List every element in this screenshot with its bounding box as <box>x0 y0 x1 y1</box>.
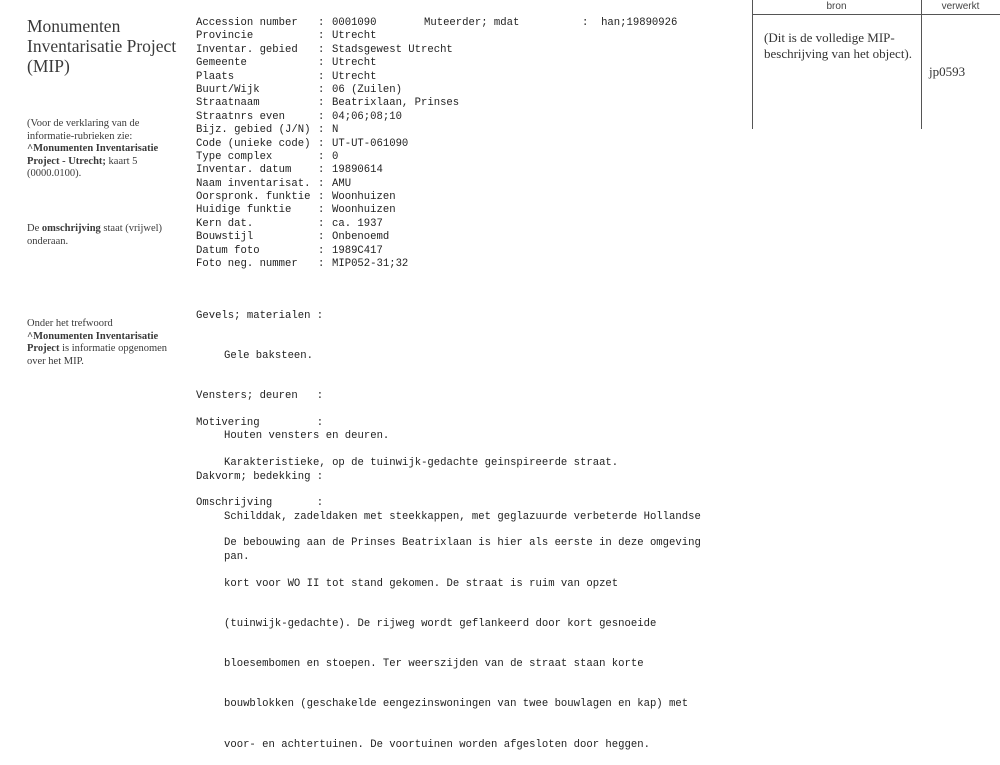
field-row <box>196 71 459 84</box>
field-label: Gemeente <box>196 57 247 70</box>
field-value: 0001090 <box>332 17 377 29</box>
omschrijving-line: bouwblokken (geschakelde eengezinswoningen van twee bouwlagen en kap) met <box>224 698 689 711</box>
field-label: Plaats <box>196 70 235 83</box>
field-row <box>196 231 459 244</box>
field-label: Foto neg. nummer <box>196 258 298 271</box>
field-row <box>196 57 459 70</box>
gevels-label: Gevels; materialen : <box>196 309 324 322</box>
field-value: Onbenoemd <box>332 231 390 244</box>
table-divider <box>752 0 753 129</box>
field-colon: : <box>318 258 325 271</box>
sidebar-note-keyword <box>27 318 177 368</box>
field-label: Inventar. datum <box>196 164 292 177</box>
field-row <box>196 258 459 271</box>
record-fields <box>196 17 459 271</box>
field-label: Huidige funktie <box>196 204 292 217</box>
muteerder-value: han;19890926 <box>601 17 678 29</box>
field-value: MIP052-31;32 <box>332 258 409 271</box>
field-value: 04;06;08;10 <box>332 110 402 123</box>
field-row <box>196 191 459 204</box>
field-row <box>196 17 459 30</box>
field-colon: : <box>318 177 325 190</box>
field-label: Type complex <box>196 150 273 163</box>
field-colon: : <box>318 150 325 163</box>
keyword-note-pre: Onder het trefwoord <box>27 318 113 329</box>
field-row <box>196 178 459 191</box>
field-label: Bijz. gebied (J/N) <box>196 124 311 137</box>
field-colon: : <box>318 83 325 96</box>
source-table <box>752 0 1000 129</box>
field-colon: : <box>318 244 325 257</box>
field-value: 1989C417 <box>332 244 383 257</box>
field-row <box>196 124 459 137</box>
field-value: N <box>332 124 339 137</box>
field-row <box>196 218 459 231</box>
field-value: UT-UT-061090 <box>332 137 409 150</box>
field-value: Stadsgewest Utrecht <box>332 43 453 56</box>
field-value: AMU <box>332 177 352 190</box>
dakvorm-label: Dakvorm; bedekking : <box>196 470 324 483</box>
field-colon: : <box>318 57 325 70</box>
legend-note-card: kaart 5 (0000.0100). <box>27 155 138 179</box>
field-colon: : <box>318 70 325 83</box>
gevels-text: Gele baksteen. <box>224 350 314 363</box>
description-section <box>196 390 701 765</box>
field-row <box>196 44 459 57</box>
sidebar-note-description <box>27 223 177 248</box>
field-label: Straatnrs even <box>196 110 286 123</box>
field-row <box>196 245 459 258</box>
field-row <box>196 111 459 124</box>
field-row <box>196 138 459 151</box>
field-value: Beatrixlaan, Prinses <box>332 97 460 110</box>
field-colon: : <box>318 43 325 56</box>
field-colon: : <box>318 110 325 123</box>
field-value: 19890614 <box>332 164 383 177</box>
field-label: Oorspronk. funktie <box>196 191 311 204</box>
field-row <box>196 151 459 164</box>
field-colon: : <box>318 124 325 137</box>
field-colon: : <box>318 30 325 43</box>
field-row <box>196 164 459 177</box>
field-row <box>196 97 459 110</box>
keyword-note-keyword: ^Monumenten Inventarisatie Project <box>27 330 159 354</box>
motivering-label: Motivering : <box>196 416 324 429</box>
legend-note-text: (Voor de verklaring van de informatie-rubrieken zie: <box>27 118 140 142</box>
field-label: Buurt/Wijk <box>196 83 260 96</box>
table-divider <box>921 0 922 129</box>
field-colon: : <box>318 164 325 177</box>
field-label: Accession number <box>196 17 298 29</box>
field-label: Naam inventarisat. <box>196 177 311 190</box>
field-value: 0 <box>332 150 339 163</box>
verwerkt-cell: jp0593 <box>929 64 966 79</box>
omschrijving-line: voor- en achtertuinen. De voortuinen worden afgesloten door heggen. <box>224 738 650 751</box>
field-label: Inventar. gebied <box>196 43 298 56</box>
field-row <box>196 30 459 43</box>
field-colon: : <box>318 17 325 29</box>
field-row <box>196 204 459 217</box>
sidebar-note-legend <box>27 118 177 181</box>
omschrijving-label: Omschrijving : <box>196 497 324 510</box>
field-row <box>196 84 459 97</box>
field-label: Code (unieke code) <box>196 137 311 150</box>
omschrijving-line: kort voor WO II tot stand gekomen. De straat is ruim van opzet <box>224 577 619 590</box>
bron-cell: (Dit is de volledige MIP-beschrijving van het object). <box>764 30 913 61</box>
description-note-keyword: omschrijving <box>41 223 101 234</box>
muteerder-field <box>424 17 677 30</box>
field-colon: : <box>318 231 325 244</box>
field-colon: : <box>318 97 325 110</box>
field-colon: : <box>318 137 325 150</box>
description-note-post: staat (vrijwel) onderaan. <box>27 223 163 247</box>
omschrijving-line: De bebouwing aan de Prinses Beatrixlaan is hier als eerste in deze omgeving <box>224 537 701 550</box>
verwerkt-header: verwerkt <box>921 0 1000 15</box>
dakvorm-text-line-1: Schilddak, zadeldaken met steekkappen, met geglazuurde verbeterde Hollandse <box>224 510 701 523</box>
motivering-text: Karakteristieke, op de tuinwijk-gedachte geinspireerde straat. <box>224 457 619 470</box>
omschrijving-line: bloesembomen en stoepen. Ter weerszijden van de straat staan korte <box>224 658 644 671</box>
muteerder-label: Muteerder; mdat <box>424 17 520 29</box>
field-value: Utrecht <box>332 30 377 43</box>
keyword-note-post: is informatie opgenomen over het MIP. <box>27 343 168 367</box>
vensters-text: Houten vensters en deuren. <box>224 430 390 443</box>
omschrijving-line: (tuinwijk-gedachte). De rijweg wordt geflankeerd door kort gesnoeide <box>224 617 657 630</box>
field-colon: : <box>318 217 325 230</box>
field-value: ca. 1937 <box>332 217 383 230</box>
bron-header: bron <box>752 0 921 15</box>
legend-note-keyword: ^Monumenten Inventarisatie Project - Utrecht; <box>27 143 159 167</box>
field-colon: : <box>318 204 325 217</box>
dakvorm-text-line-2: pan. <box>224 551 250 564</box>
description-note-pre: De <box>27 223 40 234</box>
field-value: 06 (Zuilen) <box>332 83 402 96</box>
field-label: Bouwstijl <box>196 231 254 244</box>
field-label: Kern dat. <box>196 217 254 230</box>
field-colon: : <box>318 191 325 204</box>
field-value: Utrecht <box>332 57 377 70</box>
field-label: Provincie <box>196 30 254 43</box>
sidebar-title: Monumenten Inventarisatie Project (MIP) <box>27 16 177 76</box>
muteerder-colon: : <box>582 17 602 29</box>
field-label: Straatnaam <box>196 97 260 110</box>
field-value: Woonhuizen <box>332 191 396 204</box>
field-label: Datum foto <box>196 244 260 257</box>
field-value: Utrecht <box>332 70 377 83</box>
vensters-label: Vensters; deuren : <box>196 390 324 403</box>
field-value: Woonhuizen <box>332 204 396 217</box>
